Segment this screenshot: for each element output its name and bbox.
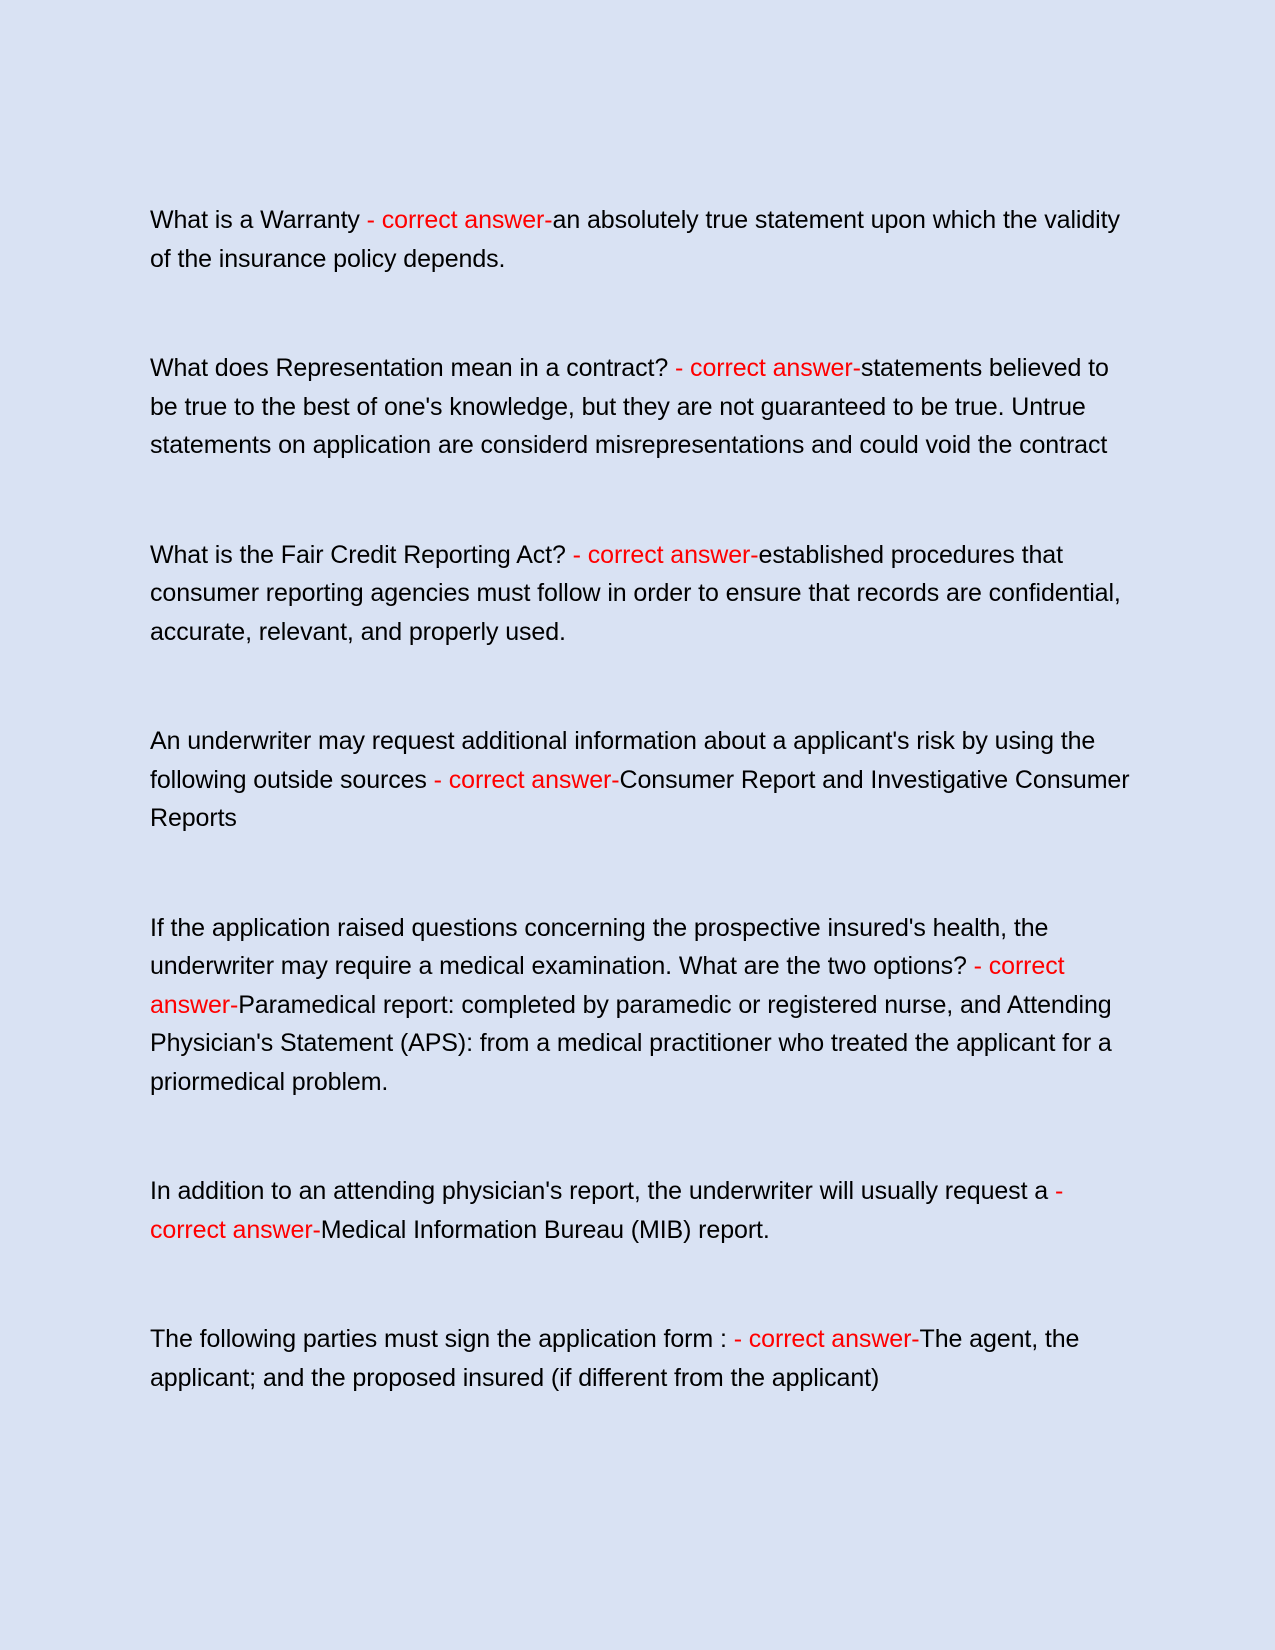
correct-answer-marker: - correct answer- — [150, 952, 1065, 1019]
question-text: In addition to an attending physician's report, the underwriter will usually request a — [150, 1177, 1055, 1205]
qa-item-representation — [150, 349, 1135, 465]
correct-answer-marker: - correct answer- — [150, 1177, 1064, 1244]
answer-text: Paramedical report: completed by paramedic or registered nurse, and Attending Physician's Statement (APS): from a medical practitioner who treated the applicant for a priormedical problem. — [150, 990, 1112, 1096]
qa-item-application-signatures — [150, 1320, 1135, 1397]
answer-text: an absolutely true statement upon which the validity of the insurance policy depends. — [150, 206, 1120, 273]
question-text: The following parties must sign the application form : — [150, 1325, 734, 1353]
answer-text: statements believed to be true to the best of one's knowledge, but they are not guaranteed to be true. Untrue statements on application are considerd misrepresentations and could void the contract — [150, 354, 1109, 459]
correct-answer-marker: - correct answer- — [674, 354, 861, 382]
qa-item-medical-examination — [150, 909, 1135, 1102]
answer-text: established procedures that consumer reporting agencies must follow in order to ensure that records are confidential, accurate, relevant, and properly used. — [150, 540, 1121, 646]
question-text: If the application raised questions concerning the prospective insured's health, the underwriter may require a medical examination. What are the two options? — [150, 913, 1049, 980]
answer-text: Consumer Report and Investigative Consumer Reports — [150, 765, 1130, 832]
question-text: What does Representation mean in a contract? — [150, 354, 675, 382]
correct-answer-marker: - correct answer- — [366, 206, 553, 234]
question-text: What is a Warranty — [150, 206, 367, 234]
question-text: An underwriter may request additional information about a applicant's risk by using the following outside sources — [150, 727, 1096, 794]
document-body — [150, 201, 1135, 1468]
question-text: What is the Fair Credit Reporting Act? — [150, 540, 573, 569]
correct-answer-marker: - correct answer- — [572, 540, 759, 569]
answer-text: Medical Information Bureau (MIB) report. — [320, 1215, 770, 1244]
qa-item-fair-credit-reporting-act — [150, 536, 1135, 652]
correct-answer-marker: - correct answer- — [733, 1325, 920, 1353]
qa-item-warranty — [150, 201, 1135, 278]
correct-answer-marker: - correct answer- — [433, 765, 620, 794]
qa-item-outside-sources — [150, 722, 1135, 838]
answer-text: The agent, the applicant; and the proposed insured (if different from the applicant) — [150, 1325, 1080, 1392]
qa-item-mib-report — [150, 1172, 1135, 1249]
